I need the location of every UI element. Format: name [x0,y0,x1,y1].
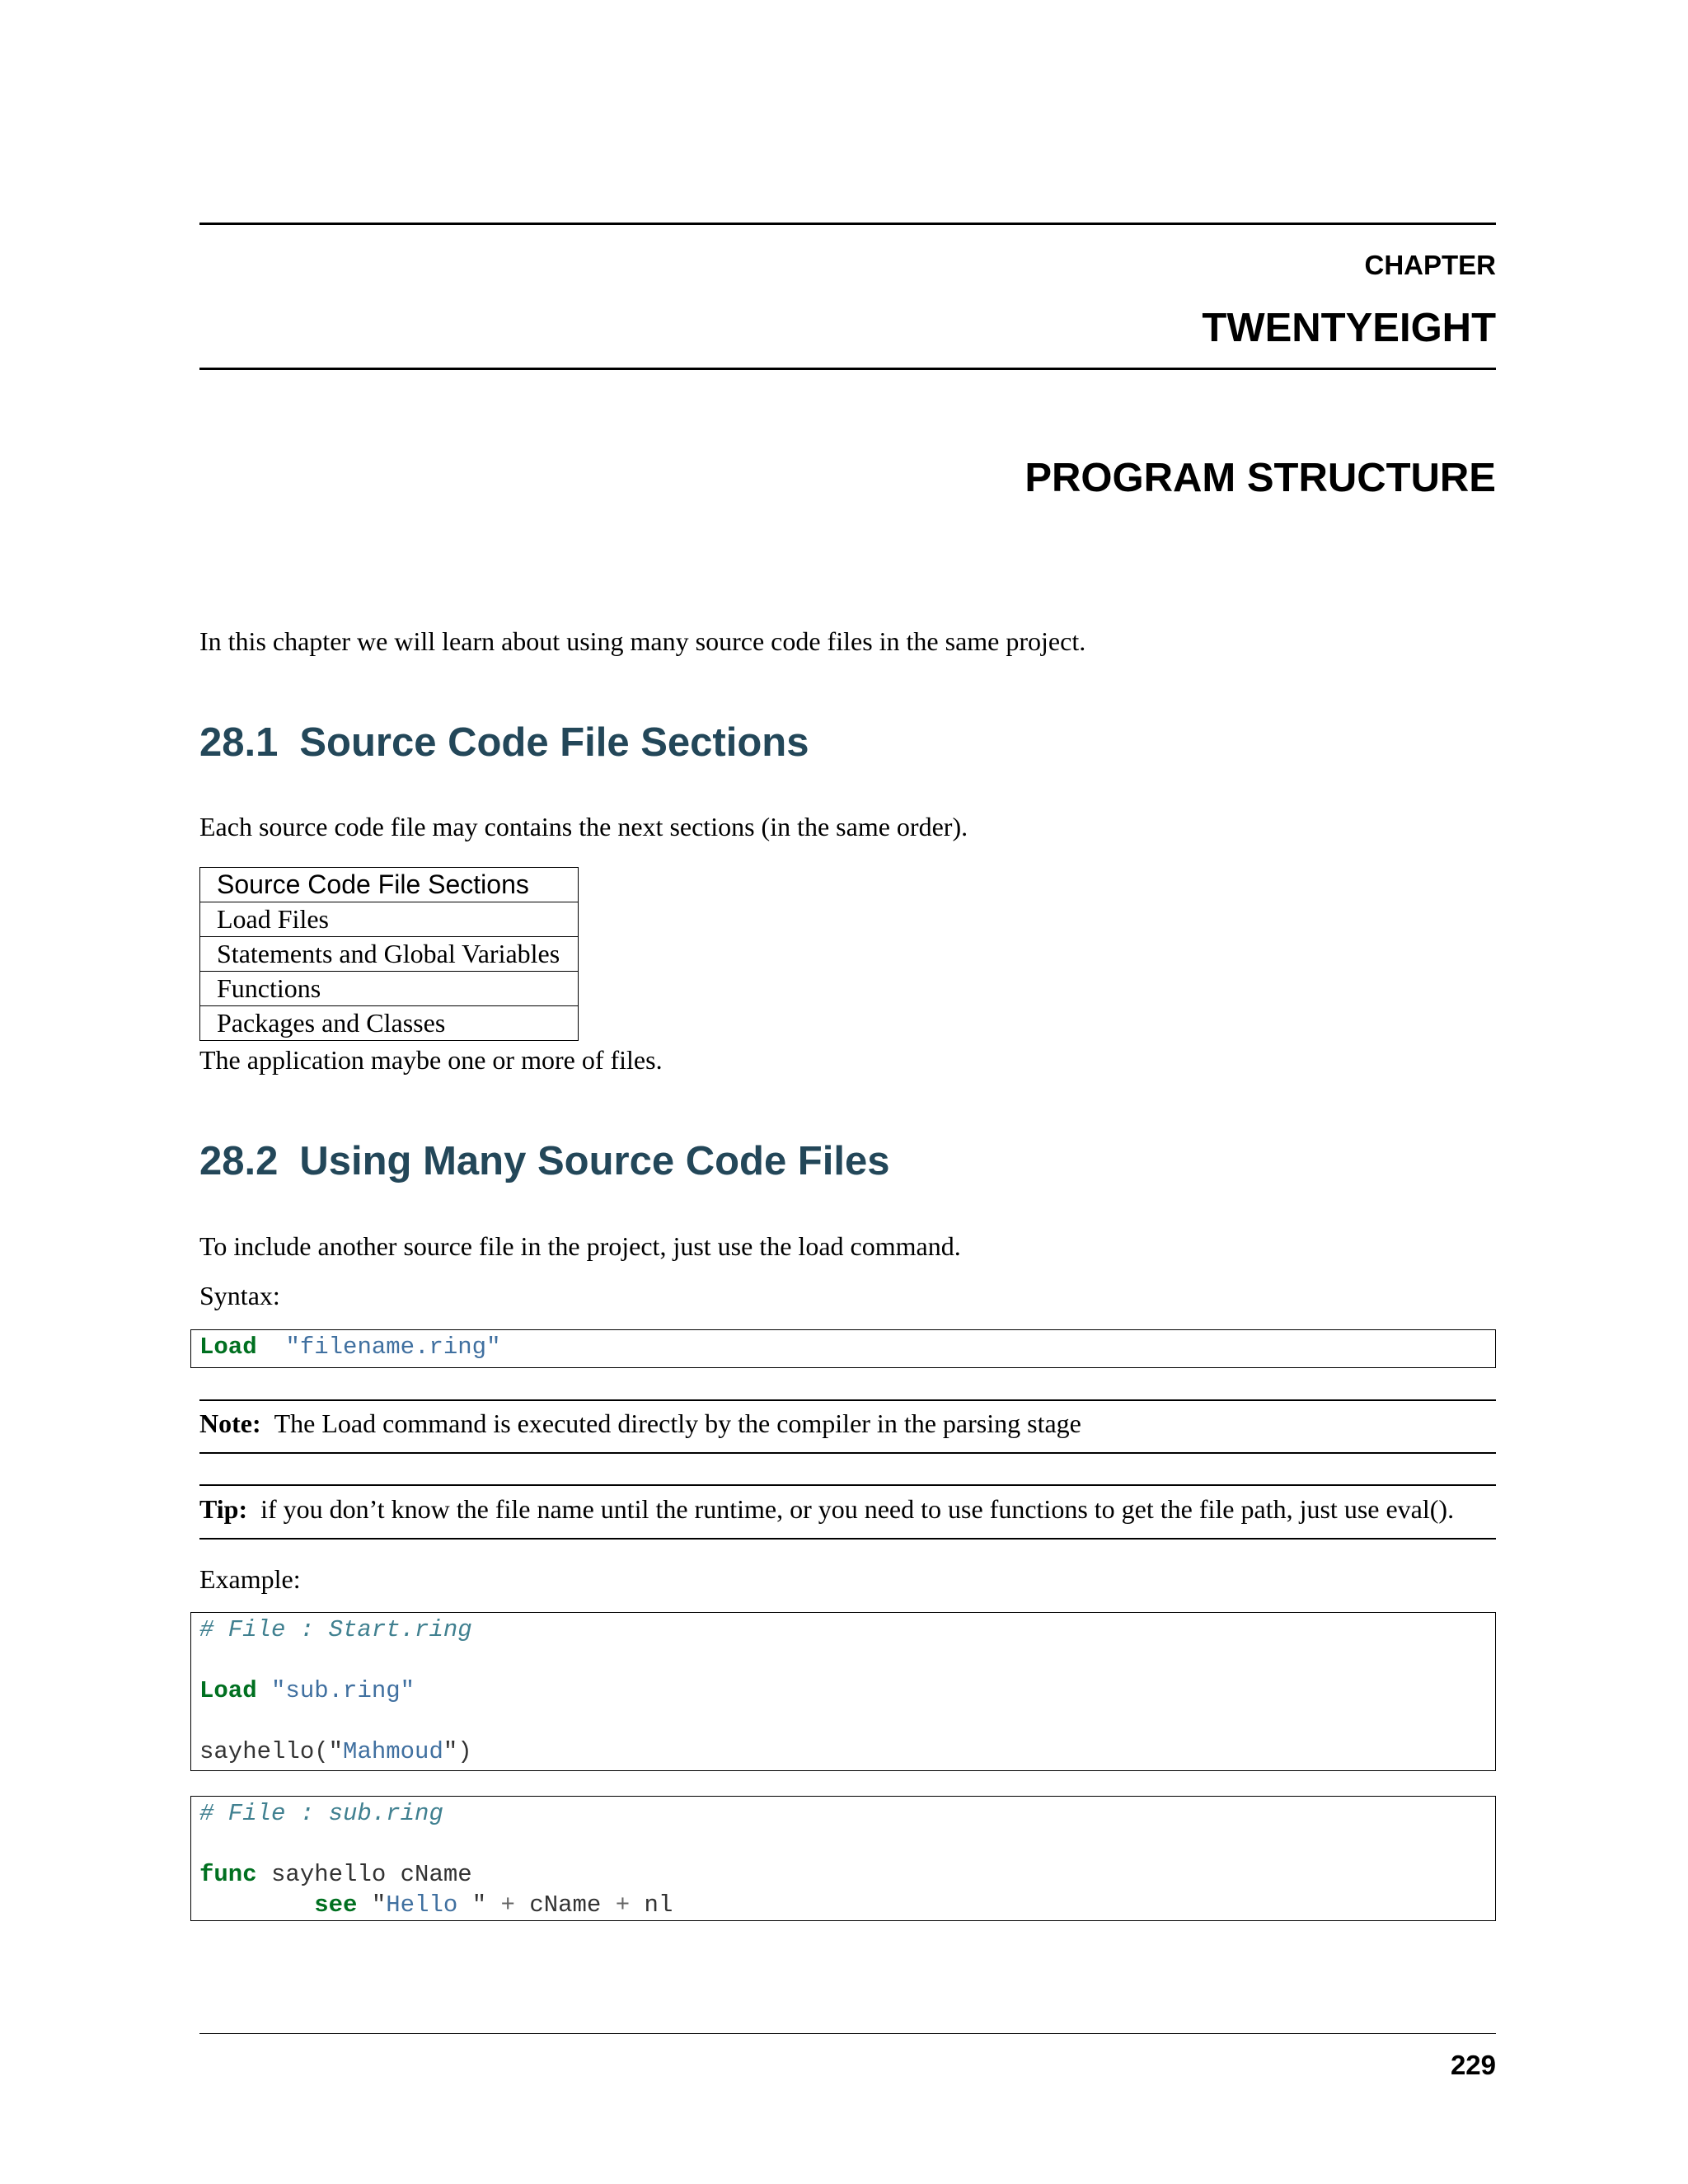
table-row [200,972,579,1006]
code-signature: sayhello cName [271,1861,472,1888]
code-line [199,1890,1487,1920]
tip-text: if you don’t know the file name until the runtime, or you need to use functions to get the file path, just use eval(). [260,1494,1455,1524]
code-variable: cName [529,1891,602,1919]
chapter-top-rule [199,223,1496,225]
table-cell: Statements and Global Variables [200,937,579,972]
table-row [200,937,579,972]
section-title: Source Code File Sections [299,720,809,765]
code-operator: + [500,1891,515,1919]
example-code-block-start [190,1612,1496,1771]
example-label: Example: [199,1564,301,1594]
table-cell: Packages and Classes [200,1006,579,1041]
table-header-row [200,868,579,902]
code-line [199,1332,1487,1362]
code-comment: # File : sub.ring [199,1800,443,1827]
code-keyword: func [199,1861,257,1888]
code-line [199,1859,1487,1890]
code-keyword: see [314,1891,358,1919]
section-title: Using Many Source Code Files [299,1139,890,1183]
code-string: "sub.ring" [271,1677,415,1704]
code-line [199,1798,1487,1829]
code-call-end: ) [457,1738,472,1765]
table-cell: Load Files [200,902,579,937]
section-number: 28.2 [199,1139,279,1183]
code-string: Mahmoud [343,1738,443,1765]
sections-table [199,867,579,1041]
section-number: 28.1 [199,720,279,765]
code-call: sayhello( [199,1738,329,1765]
section2-paragraph: To include another source file in the project, just use the load command. [199,1231,961,1261]
chapter-bottom-rule [199,368,1496,370]
code-line [199,1615,1487,1645]
code-quote: " [471,1891,487,1919]
code-line [199,1675,1487,1706]
code-quote: " [371,1891,387,1919]
syntax-code-block [190,1329,1496,1368]
table-cell: Functions [200,972,579,1006]
code-line-blank [199,1645,1487,1675]
section-heading-28-1 [199,719,809,766]
code-line-blank [199,1829,1487,1859]
tip-bottom-rule [199,1538,1496,1540]
footer-rule [199,2033,1496,2034]
section1-paragraph: Each source code file may contains the next sections (in the same order). [199,812,968,841]
note-bottom-rule [199,1452,1496,1454]
code-keyword: Load [199,1677,257,1704]
section-heading-28-2 [199,1137,889,1185]
code-keyword: Load [199,1333,257,1361]
code-string: "filename.ring" [285,1333,501,1361]
example-code-block-sub [190,1796,1496,1921]
code-quote: " [443,1738,458,1765]
after-table-paragraph: The application maybe one or more of files. [199,1045,663,1075]
code-operator: + [615,1891,631,1919]
table-row [200,1006,579,1041]
note-text: The Load command is executed directly by the compiler in the parsing stage [274,1408,1081,1438]
code-line [199,1736,1487,1767]
chapter-title: PROGRAM STRUCTURE [1025,456,1496,500]
code-quote: " [328,1738,344,1765]
chapter-label: CHAPTER [1364,250,1496,280]
tip-label: Tip: [199,1494,248,1524]
code-comment: # File : Start.ring [199,1616,472,1643]
note-label: Note: [199,1408,261,1438]
syntax-label: Syntax: [199,1281,280,1310]
code-line-blank [199,1706,1487,1736]
table-header-cell: Source Code File Sections [200,868,579,902]
note-top-rule [199,1399,1496,1401]
chapter-number: TWENTYEIGHT [1202,306,1496,350]
table-row [200,902,579,937]
note-admonition [199,1407,1081,1440]
code-string: Hello [386,1891,472,1919]
page-number: 229 [1450,2050,1496,2080]
intro-paragraph: In this chapter we will learn about using many source code files in the same project. [199,626,1086,656]
code-newline: nl [644,1891,673,1919]
tip-admonition [199,1493,1454,1526]
tip-top-rule [199,1484,1496,1486]
